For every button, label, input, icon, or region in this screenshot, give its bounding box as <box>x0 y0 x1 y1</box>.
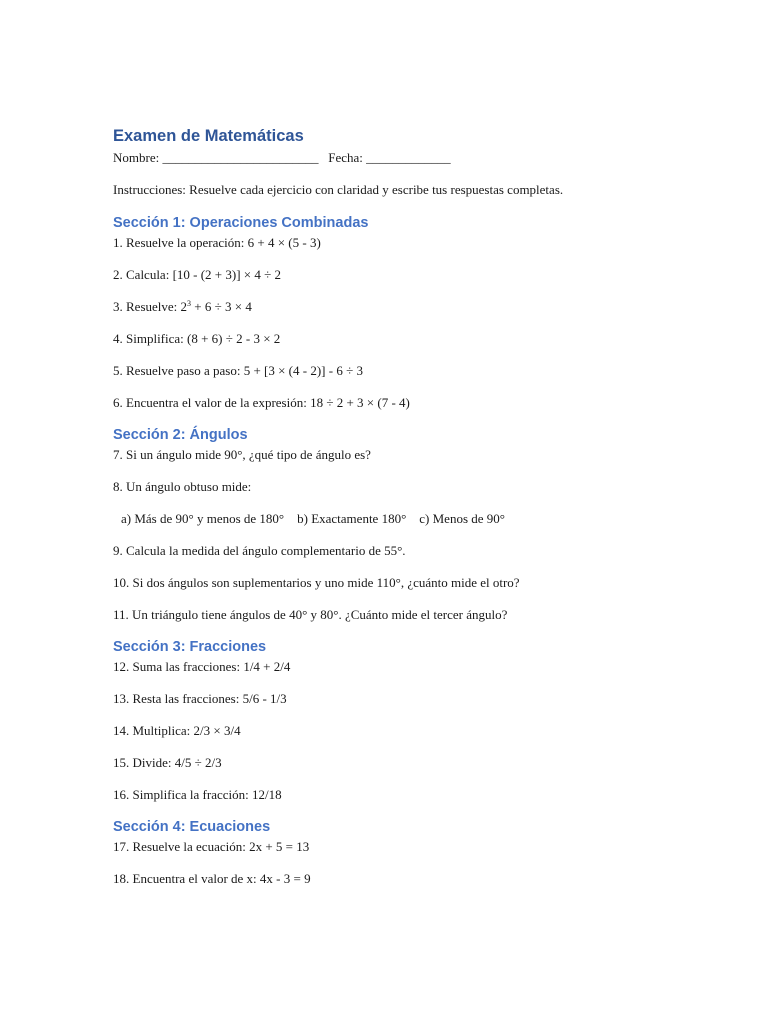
question-3-text-rest: + 6 ÷ 3 × 4 <box>191 299 252 314</box>
question-7: 7. Si un ángulo mide 90°, ¿qué tipo de ángulo es? <box>113 447 371 462</box>
instructions: Instrucciones: Resuelve cada ejercicio con claridad y escribe tus respuestas completas. <box>113 182 564 197</box>
question-18: 18. Encuentra el valor de x: 4x - 3 = 9 <box>113 871 311 886</box>
question-1: 1. Resuelve la operación: 6 + 4 × (5 - 3) <box>113 235 321 250</box>
question-8: 8. Un ángulo obtuso mide: <box>113 479 252 494</box>
question-11: 11. Un triángulo tiene ángulos de 40° y 80°. ¿Cuánto mide el tercer ángulo? <box>113 607 508 622</box>
section-title-4: Sección 4: Ecuaciones <box>113 819 271 835</box>
section-1-questions <box>113 234 713 412</box>
section-title-1: Sección 1: Operaciones Combinadas <box>113 215 369 231</box>
section-title-2: Sección 2: Ángulos <box>113 427 248 443</box>
question-8-options: a) Más de 90° y menos de 180° b) Exactamente 180° c) Menos de 90° <box>121 511 505 526</box>
question-15: 15. Divide: 4/5 ÷ 2/3 <box>113 755 222 770</box>
question-14: 14. Multiplica: 2/3 × 3/4 <box>113 723 241 738</box>
section-4-questions <box>113 838 713 888</box>
question-3 <box>113 298 713 316</box>
question-10: 10. Si dos ángulos son suplementarios y uno mide 110°, ¿cuánto mide el otro? <box>113 575 520 590</box>
question-13: 13. Resta las fracciones: 5/6 - 1/3 <box>113 691 287 706</box>
section-title-3: Sección 3: Fracciones <box>113 639 267 655</box>
question-9: 9. Calcula la medida del ángulo complementario de 55°. <box>113 543 406 558</box>
exam-title: Examen de Matemáticas <box>113 127 304 145</box>
exponent: 3 <box>187 299 192 308</box>
question-12: 12. Suma las fracciones: 1/4 + 2/4 <box>113 659 291 674</box>
question-5: 5. Resuelve paso a paso: 5 + [3 × (4 - 2)] - 6 ÷ 3 <box>113 363 363 378</box>
question-4: 4. Simplifica: (8 + 6) ÷ 2 - 3 × 2 <box>113 331 281 346</box>
question-17: 17. Resuelve la ecuación: 2x + 5 = 13 <box>113 839 310 854</box>
student-info-line <box>113 149 713 167</box>
section-3-questions <box>113 658 713 804</box>
name-field-label: Nombre: ________________________ <box>113 150 319 165</box>
date-field-label: Fecha: _____________ <box>328 150 451 165</box>
section-2-questions <box>113 446 713 624</box>
question-6: 6. Encuentra el valor de la expresión: 18 ÷ 2 + 3 × (7 - 4) <box>113 395 410 410</box>
question-2: 2. Calcula: [10 - (2 + 3)] × 4 ÷ 2 <box>113 267 282 282</box>
exam-document <box>113 124 713 888</box>
question-3-text: 3. Resuelve: 2 <box>113 299 188 314</box>
question-16: 16. Simplifica la fracción: 12/18 <box>113 787 282 802</box>
